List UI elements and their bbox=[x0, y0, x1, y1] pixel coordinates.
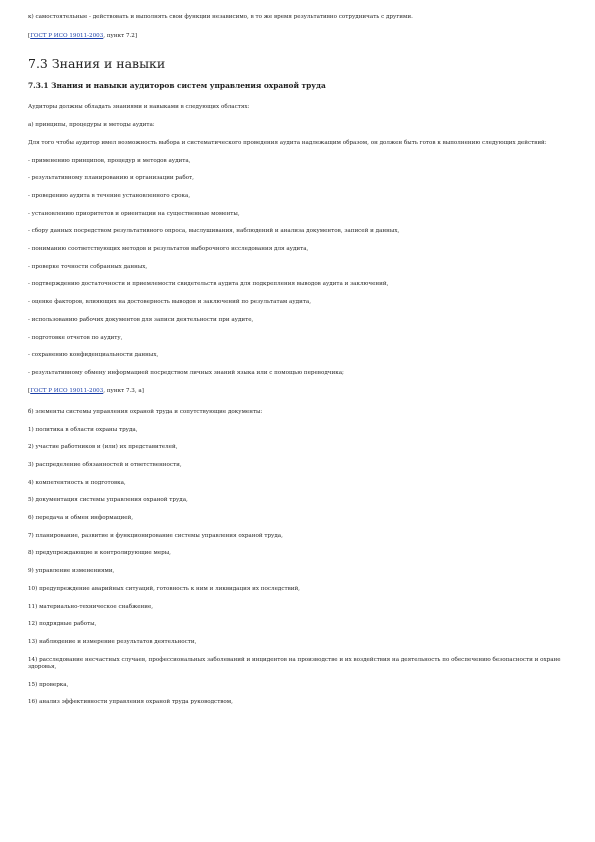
gost-link-1[interactable]: ГОСТ Р ИСО 19011-2003 bbox=[30, 33, 104, 40]
list-item: 14) расследование несчастных случаев, профессиональных заболеваний и инцидентов на производстве и их воздействия на деятельность по обеспечению безопасности и охране здоровья, bbox=[28, 656, 561, 670]
reference-2 bbox=[28, 388, 568, 395]
ref-tail: , пункт 7.2] bbox=[103, 33, 138, 40]
gost-link-2[interactable]: ГОСТ Р ИСО 19011-2003 bbox=[30, 387, 104, 394]
section-title: 7.3 Знания и навыки bbox=[28, 56, 166, 72]
document-page bbox=[28, 14, 568, 707]
list-item: 8) предупреждающие и контролирующие меры, bbox=[28, 550, 171, 557]
list-item: 12) подрядные работы, bbox=[28, 621, 97, 628]
list-item: 11) материально-техническое снабжение, bbox=[28, 603, 154, 610]
list-item: 16) анализ эффективности управления охраной труда руководством, bbox=[28, 699, 233, 706]
list-item: - применению принципов, процедур и методов аудита, bbox=[28, 157, 191, 164]
ref-tail: , пункт 7.3, а] bbox=[103, 387, 144, 394]
list-item: 3) распределение обязанностей и ответственности, bbox=[28, 461, 182, 468]
ref-bracket: [ bbox=[28, 33, 31, 40]
group-a-title: а) принципы, процедуры и методы аудита: bbox=[28, 122, 155, 129]
list-item: 10) предупреждение аварийных ситуаций, готовность к ним и ликвидация их последствий, bbox=[28, 585, 300, 592]
group-b-list bbox=[28, 427, 568, 707]
lead-text: Аудиторы должны обладать знаниями и навыками в следующих областях: bbox=[28, 104, 250, 111]
list-item: 7) планирование, развитие и функционирование системы управления охраной труда, bbox=[28, 532, 283, 539]
list-item: 6) передача и обмен информацией, bbox=[28, 515, 134, 522]
list-item: - пониманию соответствующих методов и результатов выборочного исследования для аудита, bbox=[28, 246, 309, 253]
list-item: - сбору данных посредством результативного опроса, выслушивания, наблюдений и анализа документов, записей и данных, bbox=[28, 228, 400, 235]
list-item: - оценке факторов, влияющих на достоверность выводов и заключений по результатам аудита, bbox=[28, 299, 312, 306]
group-b-title: б) элементы системы управления охраной труда и сопутствующие документы: bbox=[28, 408, 263, 415]
reference-1 bbox=[28, 33, 568, 40]
list-item: - проведению аудита в течение установленного срока, bbox=[28, 192, 191, 199]
list-item: 9) управление изменениями, bbox=[28, 568, 115, 575]
list-item: - результативному планированию и организации работ, bbox=[28, 175, 194, 182]
list-item: 15) проверка, bbox=[28, 681, 69, 688]
list-item: - сохранению конфиденциальности данных, bbox=[28, 352, 159, 359]
group-a-list bbox=[28, 158, 568, 378]
group-a-desc: Для того чтобы аудитор имел возможность выбора и систематического проведения аудита надлежащим образом, он должен быть готов к выполнению следующих действий: bbox=[28, 139, 547, 146]
list-item: 2) участие работников и (или) их представителей, bbox=[28, 444, 178, 451]
list-item: - использованию рабочих документов для записи деятельности при аудите, bbox=[28, 316, 254, 323]
ref-bracket: [ bbox=[28, 387, 31, 394]
list-item: - подготовке отчетов по аудиту, bbox=[28, 334, 123, 341]
list-item: 13) наблюдение и измерение результатов деятельности, bbox=[28, 639, 197, 645]
list-item: - подтверждению достаточности и приемлемости свидетельств аудита для подкрепления выводов аудита и заключений, bbox=[28, 281, 389, 288]
intro-line: к) самостоятельные - действовать и выполнять свои функции независимо, в то же время результативно сотрудничать с другими. bbox=[28, 14, 413, 20]
subsection-title: 7.3.1 Знания и навыки аудиторов систем управления охраной труда bbox=[28, 81, 326, 91]
list-item: 5) документация системы управления охраной труда, bbox=[28, 497, 188, 504]
list-item: - результативному обмену информацией посредством личных знаний языка или с помощью переводчика; bbox=[28, 369, 344, 376]
list-item: 4) компетентность и подготовка, bbox=[28, 479, 126, 486]
list-item: 1) политика в области охраны труда, bbox=[28, 426, 138, 433]
list-item: - установлению приоритетов и ориентации на существенные моменты, bbox=[28, 210, 240, 217]
list-item: - проверке точности собранных данных, bbox=[28, 263, 148, 270]
